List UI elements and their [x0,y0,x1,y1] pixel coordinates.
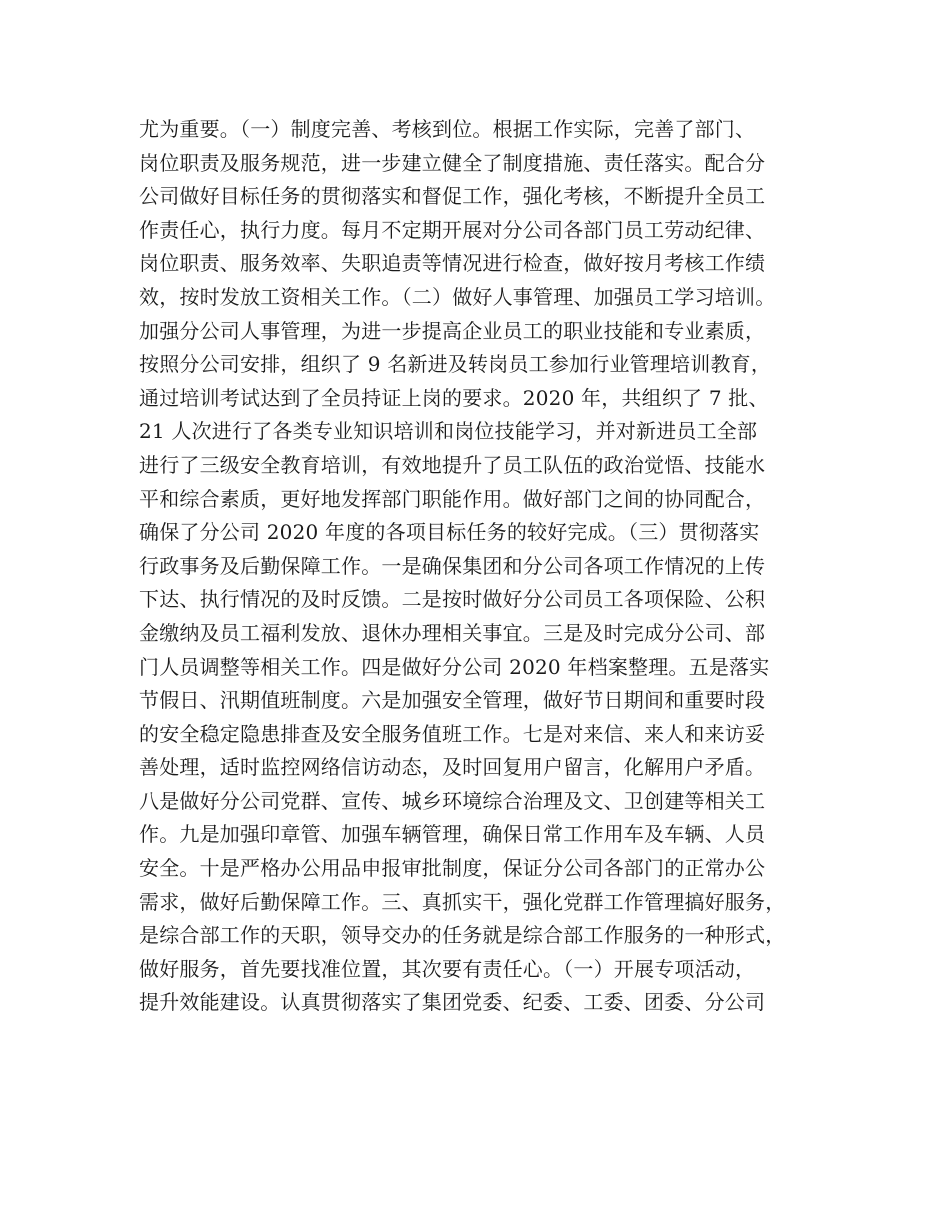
text-line: 按照分公司安排，组织了 9 名新进及转岗员工参加行业管理培训教育， [139,352,772,377]
text-line: 尤为重要。（一）制度完善、考核到位。根据工作实际，完善了部门、 [139,117,756,141]
text-line: 是综合部工作的天职，领导交办的任务就是综合部工作服务的一种形式， [139,923,786,948]
text-line: 岗位职责、服务效率、失职追责等情况进行检查，做好按月考核工作绩 [139,251,766,276]
text-line: 平和综合素质，更好地发挥部门职能作用。做好部门之间的协同配合， [139,486,766,511]
text-line: 公司做好目标任务的贯彻落实和督促工作，强化考核，不断提升全员工 [139,184,766,209]
text-line: 确保了分公司 2020 年度的各项目标任务的较好完成。（三）贯彻落实 [139,520,760,545]
text-line: 做好服务，首先要找准位置，其次要有责任心。（一）开展专项活动， [139,956,756,981]
text-line: 的安全稳定隐患排查及安全服务值班工作。七是对来信、来人和来访妥 [139,721,766,746]
text-line: 八是做好分公司党群、宣传、城乡环境综合治理及文、卫创建等相关工 [139,788,766,813]
text-line: 效，按时发放工资相关工作。（二）做好人事管理、加强员工学习培训。 [139,284,776,309]
text-line: 下达、执行情况的及时反馈。二是按时做好分公司员工各项保险、公积 [139,587,766,612]
text-line: 提升效能建设。认真贯彻落实了集团党委、纪委、工委、团委、分公司 [139,990,766,1015]
body-text [139,113,839,1020]
text-line: 节假日、汛期值班制度。六是加强安全管理，做好节日期间和重要时段 [139,688,766,713]
text-line: 金缴纳及员工福利发放、退休办理相关事宜。三是及时完成分公司、部 [139,620,766,645]
text-line: 门人员调整等相关工作。四是做好分公司 2020 年档案整理。五是落实 [139,654,770,679]
text-line: 加强分公司人事管理，为进一步提高企业员工的职业技能和专业素质， [139,318,766,343]
text-line: 21 人次进行了各类专业知识培训和岗位技能学习，并对新进员工全部 [139,419,758,444]
text-line: 需求，做好后勤保障工作。三、真抓实干，强化党群工作管理搞好服务， [139,889,786,914]
text-line: 通过培训考试达到了全员持证上岗的要求。2020 年，共组织了 7 批、 [139,385,769,410]
text-line: 作责任心，执行力度。每月不定期开展对分公司各部门员工劳动纪律、 [139,217,766,242]
text-line: 善处理，适时监控网络信访动态，及时回复用户留言，化解用户矛盾。 [139,755,766,780]
text-line: 岗位职责及服务规范，进一步建立健全了制度措施、责任落实。配合分 [139,150,766,175]
text-line: 进行了三级安全教育培训，有效地提升了员工队伍的政治觉悟、技能水 [139,452,766,477]
text-line: 安全。十是严格办公用品申报审批制度，保证分公司各部门的正常办公 [139,856,766,881]
text-line: 作。九是加强印章管、加强车辆管理，确保日常工作用车及车辆、人员 [139,822,766,847]
text-line: 行政事务及后勤保障工作。一是确保集团和分公司各项工作情况的上传 [139,553,766,578]
